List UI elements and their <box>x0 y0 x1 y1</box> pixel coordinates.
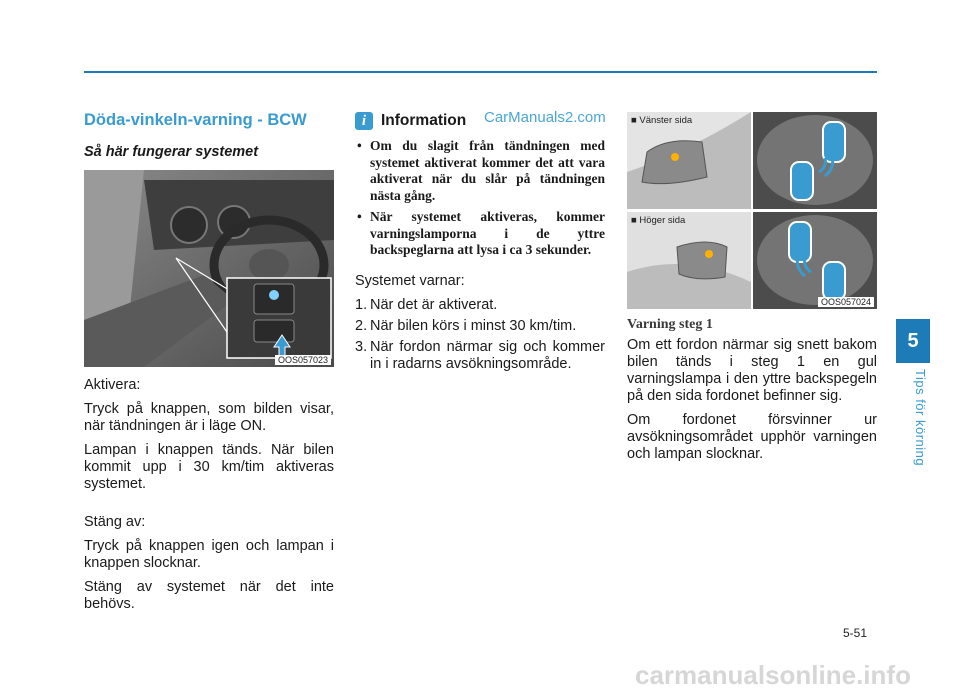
info-bullet: • När systemet aktiveras, kommer varningslamporna i de yttre backspeglarna att lysa i ca 3 sekunder. <box>355 209 605 259</box>
warns-intro: Systemet varnar: <box>355 272 465 289</box>
activate-paragraph-1: Tryck på knappen, som bilden visar, när tändningen är i läge ON. <box>84 401 334 434</box>
middle-column <box>355 108 605 377</box>
left-side-label: ■ Vänster sida <box>631 115 693 126</box>
section-title: Döda-vinkeln-varning - BCW <box>84 111 307 129</box>
watermark-link[interactable]: CarManuals2.com <box>484 109 606 126</box>
activate-heading: Aktivera: <box>84 377 141 393</box>
warns-text: När bilen körs i minst 30 km/tim. <box>370 317 577 334</box>
off-paragraph-2: Stäng av systemet när det inte behövs. <box>84 579 334 612</box>
warns-number: 1. <box>355 296 368 313</box>
bcw-button-photo <box>84 170 334 367</box>
info-title: Information <box>381 112 467 129</box>
warns-number: 2. <box>355 317 368 334</box>
chapter-title: Tips för körning <box>913 369 928 467</box>
info-bullet-list <box>355 138 605 259</box>
warns-list <box>355 297 605 373</box>
left-mirror-photo <box>627 112 751 209</box>
left-mirror-illustration <box>627 112 751 209</box>
off-heading: Stäng av: <box>84 514 146 530</box>
page-number: 5-51 <box>843 626 868 640</box>
info-bullet: • Om du slagit från tändningen med systemet aktiverat kommer det att vara aktiverat när du slår på tändningen nästa gång. <box>355 138 605 204</box>
right-side-label: ■ Höger sida <box>631 215 686 226</box>
subsection-title: Så här fungerar systemet <box>84 144 259 160</box>
footer-watermark: carmanualsonline.info <box>635 660 911 690</box>
warning-paragraph-1: Om ett fordon närmar sig snett bakom bilen tänds i steg 1 en gul varningslampa i den yttre backspegeln på den sida fordonet befinner sig. <box>627 337 877 404</box>
warns-item <box>355 339 605 373</box>
info-icon: i <box>355 112 373 130</box>
left-radar-diagram <box>753 112 877 209</box>
right-column <box>627 112 877 470</box>
chapter-tab: 5 <box>896 319 930 363</box>
right-radar-illustration <box>753 212 877 309</box>
photo-code: OOS057024 <box>818 297 874 307</box>
mirror-diagram <box>627 112 877 309</box>
warning-step-title: Varning steg 1 <box>627 317 713 332</box>
warns-number: 3. <box>355 338 368 355</box>
warns-text: När det är aktiverat. <box>370 296 498 313</box>
warns-item <box>355 318 605 335</box>
dashboard-illustration <box>84 170 334 367</box>
left-column <box>84 108 334 620</box>
left-radar-illustration <box>753 112 877 209</box>
warning-paragraph-2: Om fordonet försvinner ur avsökningsområdet upphör varningen och lampan slocknar. <box>627 412 877 462</box>
right-mirror-photo <box>627 212 751 309</box>
right-mirror-illustration <box>627 212 751 309</box>
header-rule <box>84 71 877 73</box>
off-paragraph-1: Tryck på knappen igen och lampan i knappen slocknar. <box>84 538 334 571</box>
right-radar-diagram <box>753 212 877 309</box>
warns-text: När fordon närmar sig och kommer in i radarns avsökningsområde. <box>370 338 605 372</box>
activate-paragraph-2: Lampan i knappen tänds. När bilen kommit upp i 30 km/tim aktiveras systemet. <box>84 442 334 492</box>
photo-code: OOS057023 <box>275 355 331 365</box>
warns-item <box>355 297 605 314</box>
